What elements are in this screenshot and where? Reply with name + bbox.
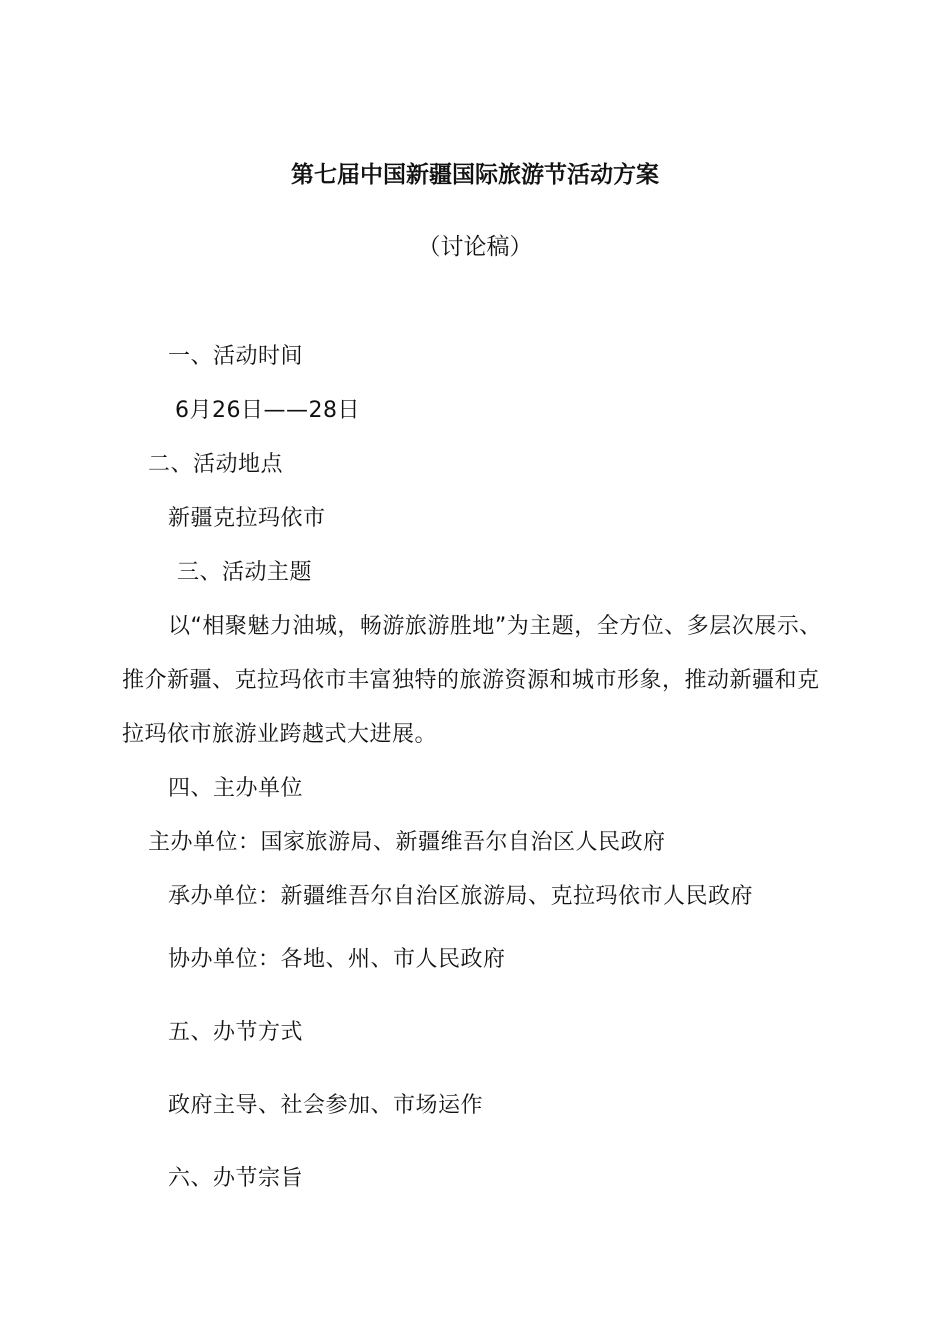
section-method-value: 政府主导、社会参加、市场运作 — [168, 1093, 484, 1118]
section-purpose-heading: 六、办节宗旨 — [168, 1166, 304, 1191]
section-method-heading: 五、办节方式 — [168, 1020, 304, 1045]
section-time-heading: 一、活动时间 — [168, 344, 304, 369]
document-title: 第七届中国新疆国际旅游节活动方案 — [291, 162, 659, 188]
section-place-value: 新疆克拉玛依市 — [168, 506, 326, 531]
theme-paragraph-line-3: 拉玛依市旅游业跨越式大进展。 — [122, 722, 438, 747]
undertaking-organizer: 承办单位：新疆维吾尔自治区旅游局、克拉玛依市人民政府 — [168, 884, 754, 909]
theme-paragraph-line-1: 以“相聚魅力油城，畅游旅游胜地”为主题，全方位、多层次展示、 — [168, 614, 822, 639]
theme-paragraph-line-2: 推介新疆、克拉玛依市丰富独特的旅游资源和城市形象，推动新疆和克 — [122, 668, 820, 693]
co-organizer: 协办单位：各地、州、市人民政府 — [168, 947, 506, 972]
section-time-value: 6月26日——28日 — [175, 398, 360, 423]
section-organizer-heading: 四、主办单位 — [168, 776, 304, 801]
host-organizer: 主办单位：国家旅游局、新疆维吾尔自治区人民政府 — [148, 830, 666, 855]
section-theme-heading: 三、活动主题 — [177, 560, 313, 585]
document-subtitle: （讨论稿） — [417, 234, 533, 260]
section-place-heading: 二、活动地点 — [148, 452, 284, 477]
